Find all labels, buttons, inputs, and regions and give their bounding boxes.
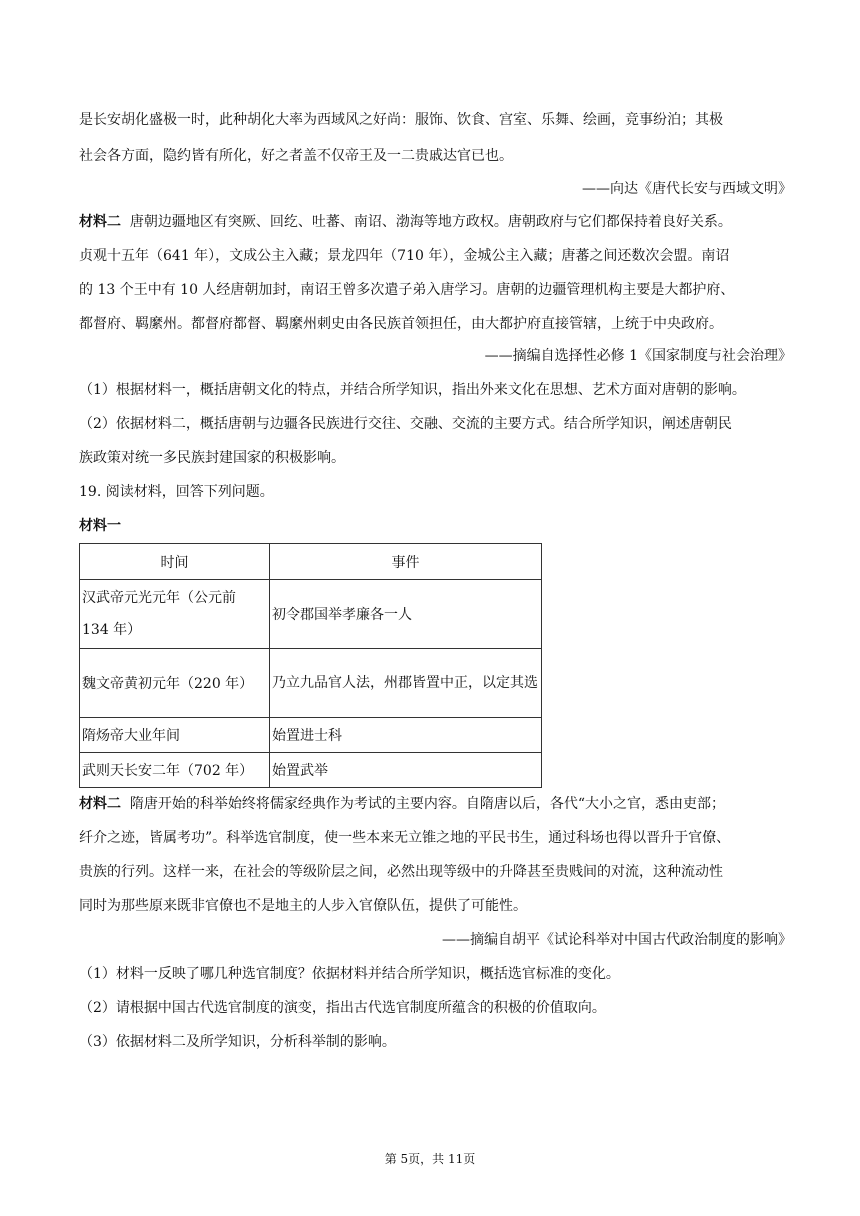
paragraph-line: 贵族的行列。这样一来，在社会的等级阶层之间，必然出现等级中的升降甚至贵贱间的对流，这种流动性: [79, 864, 723, 880]
table-row: [80, 718, 542, 753]
table-row: [80, 753, 542, 788]
table-row: [80, 649, 542, 718]
table-cell: 隋炀帝大业年间: [80, 718, 270, 753]
paragraph-line: 纤介之迹，皆属考功”。科举选官制度，使一些本来无立锥之地的平民书生，通过科场也得以晋升于官僚、: [79, 830, 731, 846]
selection-system-table: [79, 543, 542, 788]
source-citation: ——向达《唐代长安与西域文明》: [582, 181, 792, 197]
table-cell: 始置进士科: [270, 718, 542, 753]
table-header-row: [80, 544, 542, 580]
paragraph-line: 同时为那些原来既非官僚也不是地主的人步入官僚队伍，提供了可能性。: [79, 898, 527, 914]
source-citation: ——摘编自胡平《试论科举对中国古代政治制度的影响》: [442, 932, 792, 948]
question-2: （2）依据材料二，概括唐朝与边疆各民族进行交往、交融、交流的主要方式。结合所学知识，阐述唐朝民: [79, 416, 732, 432]
table-cell: 魏文帝黄初元年（220 年）: [80, 649, 270, 718]
source-citation: ——摘编自选择性必修 1《国家制度与社会治理》: [484, 348, 792, 364]
material-label: 材料二: [79, 796, 121, 812]
question-sub-1: （1）材料一反映了哪几种选官制度？依据材料并结合所学知识，概括选官标准的变化。: [79, 966, 620, 982]
question-sub-2: （2）请根据中国古代选官制度的演变，指出古代选官制度所蕴含的积极的价值取向。: [79, 1000, 606, 1016]
table-cell: 武则天长安二年（702 年）: [80, 753, 270, 788]
table-cell: 初令郡国举孝廉各一人: [270, 580, 542, 649]
table-cell: 乃立九品官人法，州郡皆置中正，以定其选: [270, 649, 542, 718]
paragraph-line: 社会各方面，隐约皆有所化，好之者盖不仅帝王及一二贵戚达官已也。: [79, 148, 513, 164]
question-sub-3: （3）依据材料二及所学知识，分析科举制的影响。: [79, 1034, 396, 1050]
question-19-heading: 19. 阅读材料，回答下列问题。: [79, 484, 274, 500]
material-label: 材料二: [79, 214, 121, 230]
page-number: 第 5页，共 11页: [384, 1152, 476, 1166]
material-label: 材料一: [79, 518, 121, 534]
table-header-event: 事件: [270, 544, 542, 580]
paragraph-line: [79, 212, 732, 232]
paragraph-line: 是长安胡化盛极一时，此种胡化大率为西域风之好尚：服饰、饮食、宫室、乐舞、绘画，竞事纷泊；其极: [79, 112, 723, 128]
paragraph-line: 都督府、羁縻州。都督府都督、羁縻州刺史由各民族首领担任，由大都护府直接管辖，上统于中央政府。: [79, 316, 723, 332]
paragraph-line: 的 13 个王中有 10 人经唐朝加封，南诏王曾多次遣子弟入唐学习。唐朝的边疆管理机构主要是大都护府、: [79, 282, 735, 298]
table-header-time: 时间: [80, 544, 270, 580]
question-2-cont: 族政策对统一多民族封建国家的积极影响。: [79, 450, 345, 466]
paragraph-text: 唐朝边疆地区有突厥、回纥、吐蕃、南诏、渤海等地方政权。唐朝政府与它们都保持着良好关系。: [129, 214, 732, 230]
paragraph-line: [79, 794, 725, 814]
question-1: （1）根据材料一，概括唐朝文化的特点，并结合所学知识，指出外来文化在思想、艺术方面对唐朝的影响。: [79, 382, 746, 398]
table-row: [80, 580, 542, 649]
paragraph-text: 隋唐开始的科举始终将儒家经典作为考试的主要内容。自隋唐以后，各代“大小之官，悉由吏部；: [129, 796, 726, 812]
table-cell: 始置武举: [270, 753, 542, 788]
paragraph-line: 贞观十五年（641 年），文成公主入藏；景龙四年（710 年），金城公主入藏；唐蕃之间还数次会盟。南诏: [79, 248, 730, 264]
table-cell: 汉武帝元光元年（公元前 134 年）: [80, 580, 270, 649]
